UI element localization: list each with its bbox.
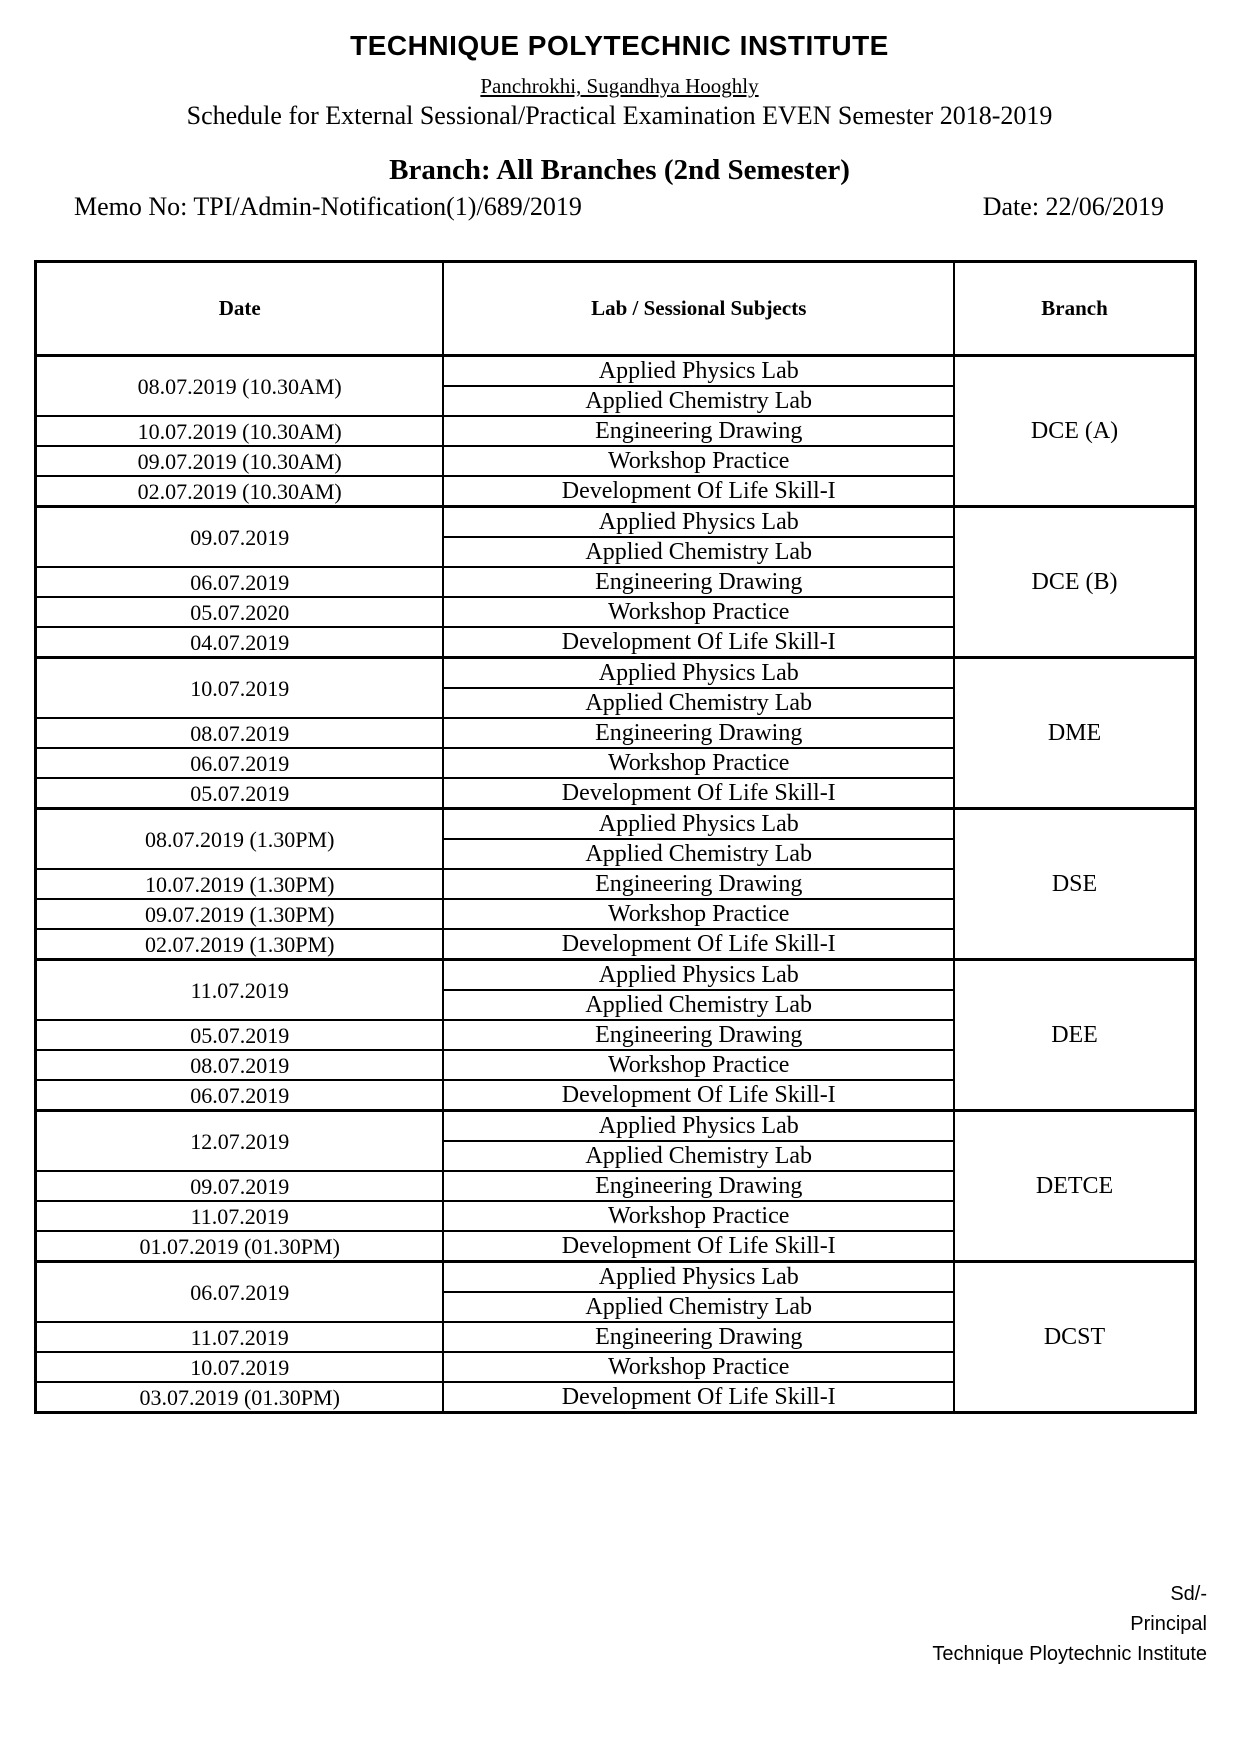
subject-cell: Workshop Practice bbox=[443, 899, 954, 929]
subject-cell: Engineering Drawing bbox=[443, 416, 954, 446]
exam-date-cell: 06.07.2019 bbox=[36, 1262, 444, 1323]
exam-date-cell: 08.07.2019 (10.30AM) bbox=[36, 356, 444, 417]
subject-cell: Development Of Life Skill-I bbox=[443, 929, 954, 960]
exam-date-cell: 05.07.2019 bbox=[36, 1020, 444, 1050]
exam-date-cell: 11.07.2019 bbox=[36, 1322, 444, 1352]
institute-address: Panchrokhi, Sugandhya Hooghly bbox=[480, 74, 759, 98]
branch-cell: DEE bbox=[954, 960, 1195, 1111]
subject-cell: Workshop Practice bbox=[443, 1201, 954, 1231]
exam-date-cell: 02.07.2019 (10.30AM) bbox=[36, 476, 444, 507]
exam-date-cell: 06.07.2019 bbox=[36, 567, 444, 597]
signature-institute: Technique Ploytechnic Institute bbox=[932, 1643, 1207, 1665]
exam-date-cell: 10.07.2019 bbox=[36, 658, 444, 719]
subject-cell: Applied Chemistry Lab bbox=[443, 688, 954, 718]
exam-date-cell: 02.07.2019 (1.30PM) bbox=[36, 929, 444, 960]
subject-cell: Applied Physics Lab bbox=[443, 1262, 954, 1293]
branch-cell: DCST bbox=[954, 1262, 1195, 1413]
subject-cell: Applied Physics Lab bbox=[443, 809, 954, 840]
subject-cell: Engineering Drawing bbox=[443, 1020, 954, 1050]
table-row bbox=[36, 1111, 1196, 1142]
exam-date-cell: 09.07.2019 bbox=[36, 507, 444, 568]
subject-cell: Development Of Life Skill-I bbox=[443, 476, 954, 507]
exam-date-cell: 09.07.2019 bbox=[36, 1171, 444, 1201]
exam-date-cell: 11.07.2019 bbox=[36, 1201, 444, 1231]
subject-cell: Applied Physics Lab bbox=[443, 1111, 954, 1142]
subject-cell: Engineering Drawing bbox=[443, 1322, 954, 1352]
subject-cell: Applied Physics Lab bbox=[443, 658, 954, 689]
memo-number: Memo No: TPI/Admin-Notification(1)/689/2019 bbox=[74, 192, 582, 221]
subject-cell: Engineering Drawing bbox=[443, 567, 954, 597]
table-row bbox=[36, 960, 1196, 991]
exam-date-cell: 05.07.2020 bbox=[36, 597, 444, 627]
exam-date-cell: 08.07.2019 bbox=[36, 718, 444, 748]
subject-cell: Workshop Practice bbox=[443, 748, 954, 778]
table-row bbox=[36, 1262, 1196, 1293]
column-header-subjects: Lab / Sessional Subjects bbox=[443, 262, 954, 356]
subject-cell: Engineering Drawing bbox=[443, 1171, 954, 1201]
memo-date: Date: 22/06/2019 bbox=[982, 192, 1164, 221]
table-row bbox=[36, 658, 1196, 689]
exam-date-cell: 09.07.2019 (10.30AM) bbox=[36, 446, 444, 476]
exam-date-cell: 12.07.2019 bbox=[36, 1111, 444, 1172]
schedule-body bbox=[36, 356, 1196, 1413]
signature-sd: Sd/- bbox=[1170, 1583, 1207, 1605]
subject-cell: Development Of Life Skill-I bbox=[443, 1231, 954, 1262]
subject-cell: Applied Chemistry Lab bbox=[443, 990, 954, 1020]
subject-cell: Engineering Drawing bbox=[443, 718, 954, 748]
subject-cell: Workshop Practice bbox=[443, 597, 954, 627]
branch-cell: DSE bbox=[954, 809, 1195, 960]
exam-date-cell: 06.07.2019 bbox=[36, 1080, 444, 1111]
subject-cell: Applied Physics Lab bbox=[443, 960, 954, 991]
exam-date-cell: 11.07.2019 bbox=[36, 960, 444, 1021]
exam-date-cell: 10.07.2019 (10.30AM) bbox=[36, 416, 444, 446]
exam-date-cell: 04.07.2019 bbox=[36, 627, 444, 658]
subject-cell: Applied Physics Lab bbox=[443, 507, 954, 538]
subject-cell: Development Of Life Skill-I bbox=[443, 1382, 954, 1413]
exam-date-cell: 08.07.2019 (1.30PM) bbox=[36, 809, 444, 870]
subject-cell: Development Of Life Skill-I bbox=[443, 627, 954, 658]
branch-cell: DCE (A) bbox=[954, 356, 1195, 507]
institute-name: TECHNIQUE POLYTECHNIC INSTITUTE bbox=[350, 30, 889, 61]
table-row bbox=[36, 809, 1196, 840]
subject-cell: Development Of Life Skill-I bbox=[443, 778, 954, 809]
exam-date-cell: 09.07.2019 (1.30PM) bbox=[36, 899, 444, 929]
table-row bbox=[36, 356, 1196, 387]
column-header-branch: Branch bbox=[954, 262, 1195, 356]
table-row bbox=[36, 507, 1196, 538]
branch-cell: DME bbox=[954, 658, 1195, 809]
subject-cell: Applied Chemistry Lab bbox=[443, 839, 954, 869]
subject-cell: Applied Chemistry Lab bbox=[443, 1141, 954, 1171]
subject-cell: Workshop Practice bbox=[443, 1050, 954, 1080]
schedule-table bbox=[34, 260, 1197, 1414]
table-header-row bbox=[36, 262, 1196, 356]
branch-title: Branch: All Branches (2nd Semester) bbox=[389, 154, 850, 186]
subject-cell: Development Of Life Skill-I bbox=[443, 1080, 954, 1111]
subject-cell: Applied Chemistry Lab bbox=[443, 1292, 954, 1322]
subject-cell: Applied Chemistry Lab bbox=[443, 537, 954, 567]
exam-date-cell: 03.07.2019 (01.30PM) bbox=[36, 1382, 444, 1413]
subject-cell: Applied Physics Lab bbox=[443, 356, 954, 387]
subject-cell: Workshop Practice bbox=[443, 446, 954, 476]
exam-date-cell: 10.07.2019 (1.30PM) bbox=[36, 869, 444, 899]
column-header-date: Date bbox=[36, 262, 444, 356]
subject-cell: Workshop Practice bbox=[443, 1352, 954, 1382]
branch-cell: DETCE bbox=[954, 1111, 1195, 1262]
schedule-title: Schedule for External Sessional/Practical Examination EVEN Semester 2018-2019 bbox=[186, 101, 1053, 130]
exam-date-cell: 01.07.2019 (01.30PM) bbox=[36, 1231, 444, 1262]
exam-date-cell: 08.07.2019 bbox=[36, 1050, 444, 1080]
branch-cell: DCE (B) bbox=[954, 507, 1195, 658]
exam-date-cell: 06.07.2019 bbox=[36, 748, 444, 778]
exam-date-cell: 10.07.2019 bbox=[36, 1352, 444, 1382]
subject-cell: Applied Chemistry Lab bbox=[443, 386, 954, 416]
signature-title: Principal bbox=[1130, 1613, 1207, 1635]
exam-date-cell: 05.07.2019 bbox=[36, 778, 444, 809]
subject-cell: Engineering Drawing bbox=[443, 869, 954, 899]
